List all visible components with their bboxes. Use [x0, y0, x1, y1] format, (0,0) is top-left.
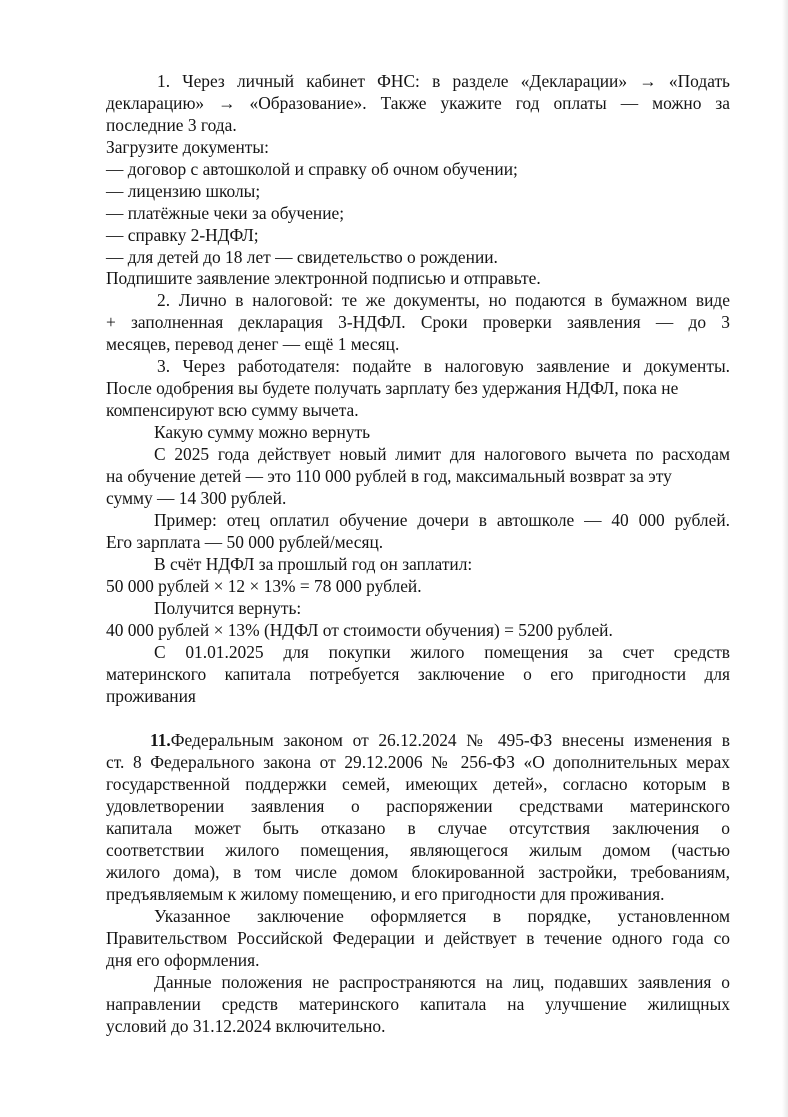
item2-line: месяцев, перевод денег — ещё 1 месяц. [106, 334, 400, 354]
formula-line: 50 000 рублей × 12 × 13% = 78 000 рублей. [106, 576, 422, 596]
law-text: Федеральным законом от 26.12.2024 № 495-ФЗ внесены изменения в [170, 730, 730, 750]
exception-line: направлении средств материнского капитала на улучшение жилищных [106, 994, 730, 1014]
scan-edge-shadow [782, 0, 788, 1117]
item1-line: декларацию» → «Образование». Также укажите год оплаты — можно за [106, 93, 730, 113]
doc-list-item: — лицензию школы; [106, 181, 261, 201]
limit-line: сумму — 14 300 рублей. [106, 488, 287, 508]
item2-line: 2. Лично в налоговой: те же документы, но подаются в бумажном виде [157, 290, 730, 310]
section-number: 11. [150, 730, 171, 750]
doc-list-item: — справку 2-НДФЛ; [106, 225, 259, 245]
law-paragraph-line: ст. 8 Федерального закона от 29.12.2006 № 256-ФЗ «О дополнительных мерах [106, 752, 730, 772]
law-paragraph-line: жилого дома), в том числе домом блокированной застройки, требованиям, [106, 862, 730, 882]
item3-line: После одобрения вы будете получать зарплату без удержания НДФЛ, пока не [106, 378, 679, 398]
example-line: Пример: отец оплатил обучение дочери в автошколе — 40 000 рублей. [154, 510, 730, 530]
law-paragraph-line [150, 729, 730, 751]
conclusion-line: Правительством Российской Федерации и действует в течение одного года со [106, 928, 730, 948]
item1-line: последние 3 года. [106, 115, 237, 135]
subheading: Какую сумму можно вернуть [154, 422, 371, 442]
law-paragraph-line: предъявляемым к жилому помещению, и его пригодности для проживания. [106, 884, 665, 904]
conclusion-line: Указанное заключение оформляется в порядке, установленном [154, 906, 730, 926]
sign-line: Подпишите заявление электронной подписью и отправьте. [106, 268, 541, 288]
exception-line: условий до 31.12.2024 включительно. [106, 1016, 386, 1036]
example-line: Его зарплата — 50 000 рублей/месяц. [106, 532, 384, 552]
maternal-capital-line: С 01.01.2025 для покупки жилого помещения за счет средств [154, 642, 730, 662]
exception-line: Данные положения не распространяются на лиц, подавших заявления о [154, 972, 730, 992]
law-paragraph-line: государственной поддержки семей, имеющих детей», согласно которым в [106, 774, 730, 794]
formula-line: 40 000 рублей × 13% (НДФЛ от стоимости обучения) = 5200 рублей. [106, 620, 613, 640]
law-paragraph-line: удовлетворении заявления о распоряжении средствами материнского [106, 796, 730, 816]
doc-list-item: — платёжные чеки за обучение; [106, 203, 345, 223]
upload-heading: Загрузите документы: [106, 137, 269, 157]
doc-list-item: — для детей до 18 лет — свидетельство о рождении. [106, 247, 498, 267]
item3-line: компенсируют всю сумму вычета. [106, 400, 359, 420]
limit-line: С 2025 года действует новый лимит для налогового вычета по расходам [154, 444, 730, 464]
item1-line: 1. Через личный кабинет ФНС: в разделе «Декларации» → «Подать [157, 71, 730, 91]
get-back-line: Получится вернуть: [154, 598, 302, 618]
maternal-capital-line: материнского капитала потребуется заключение о его пригодности для [106, 664, 730, 684]
item2-line: + заполненная декларация 3-НДФЛ. Сроки проверки заявления — до 3 [106, 312, 730, 332]
maternal-capital-line: проживания [106, 686, 196, 706]
doc-list-item: — договор с автошколой и справку об очном обучении; [106, 159, 518, 179]
conclusion-line: дня его оформления. [106, 950, 260, 970]
paid-line: В счёт НДФЛ за прошлый год он заплатил: [154, 554, 473, 574]
law-paragraph-line: соответствии жилого помещения, являющегося жилым домом (частью [106, 840, 730, 860]
item3-line: 3. Через работодателя: подайте в налоговую заявление и документы. [157, 356, 730, 376]
law-paragraph-line: капитала может быть отказано в случае отсутствия заключения о [106, 818, 730, 838]
limit-line: на обучение детей — это 110 000 рублей в год, максимальный возврат за эту [106, 466, 672, 486]
